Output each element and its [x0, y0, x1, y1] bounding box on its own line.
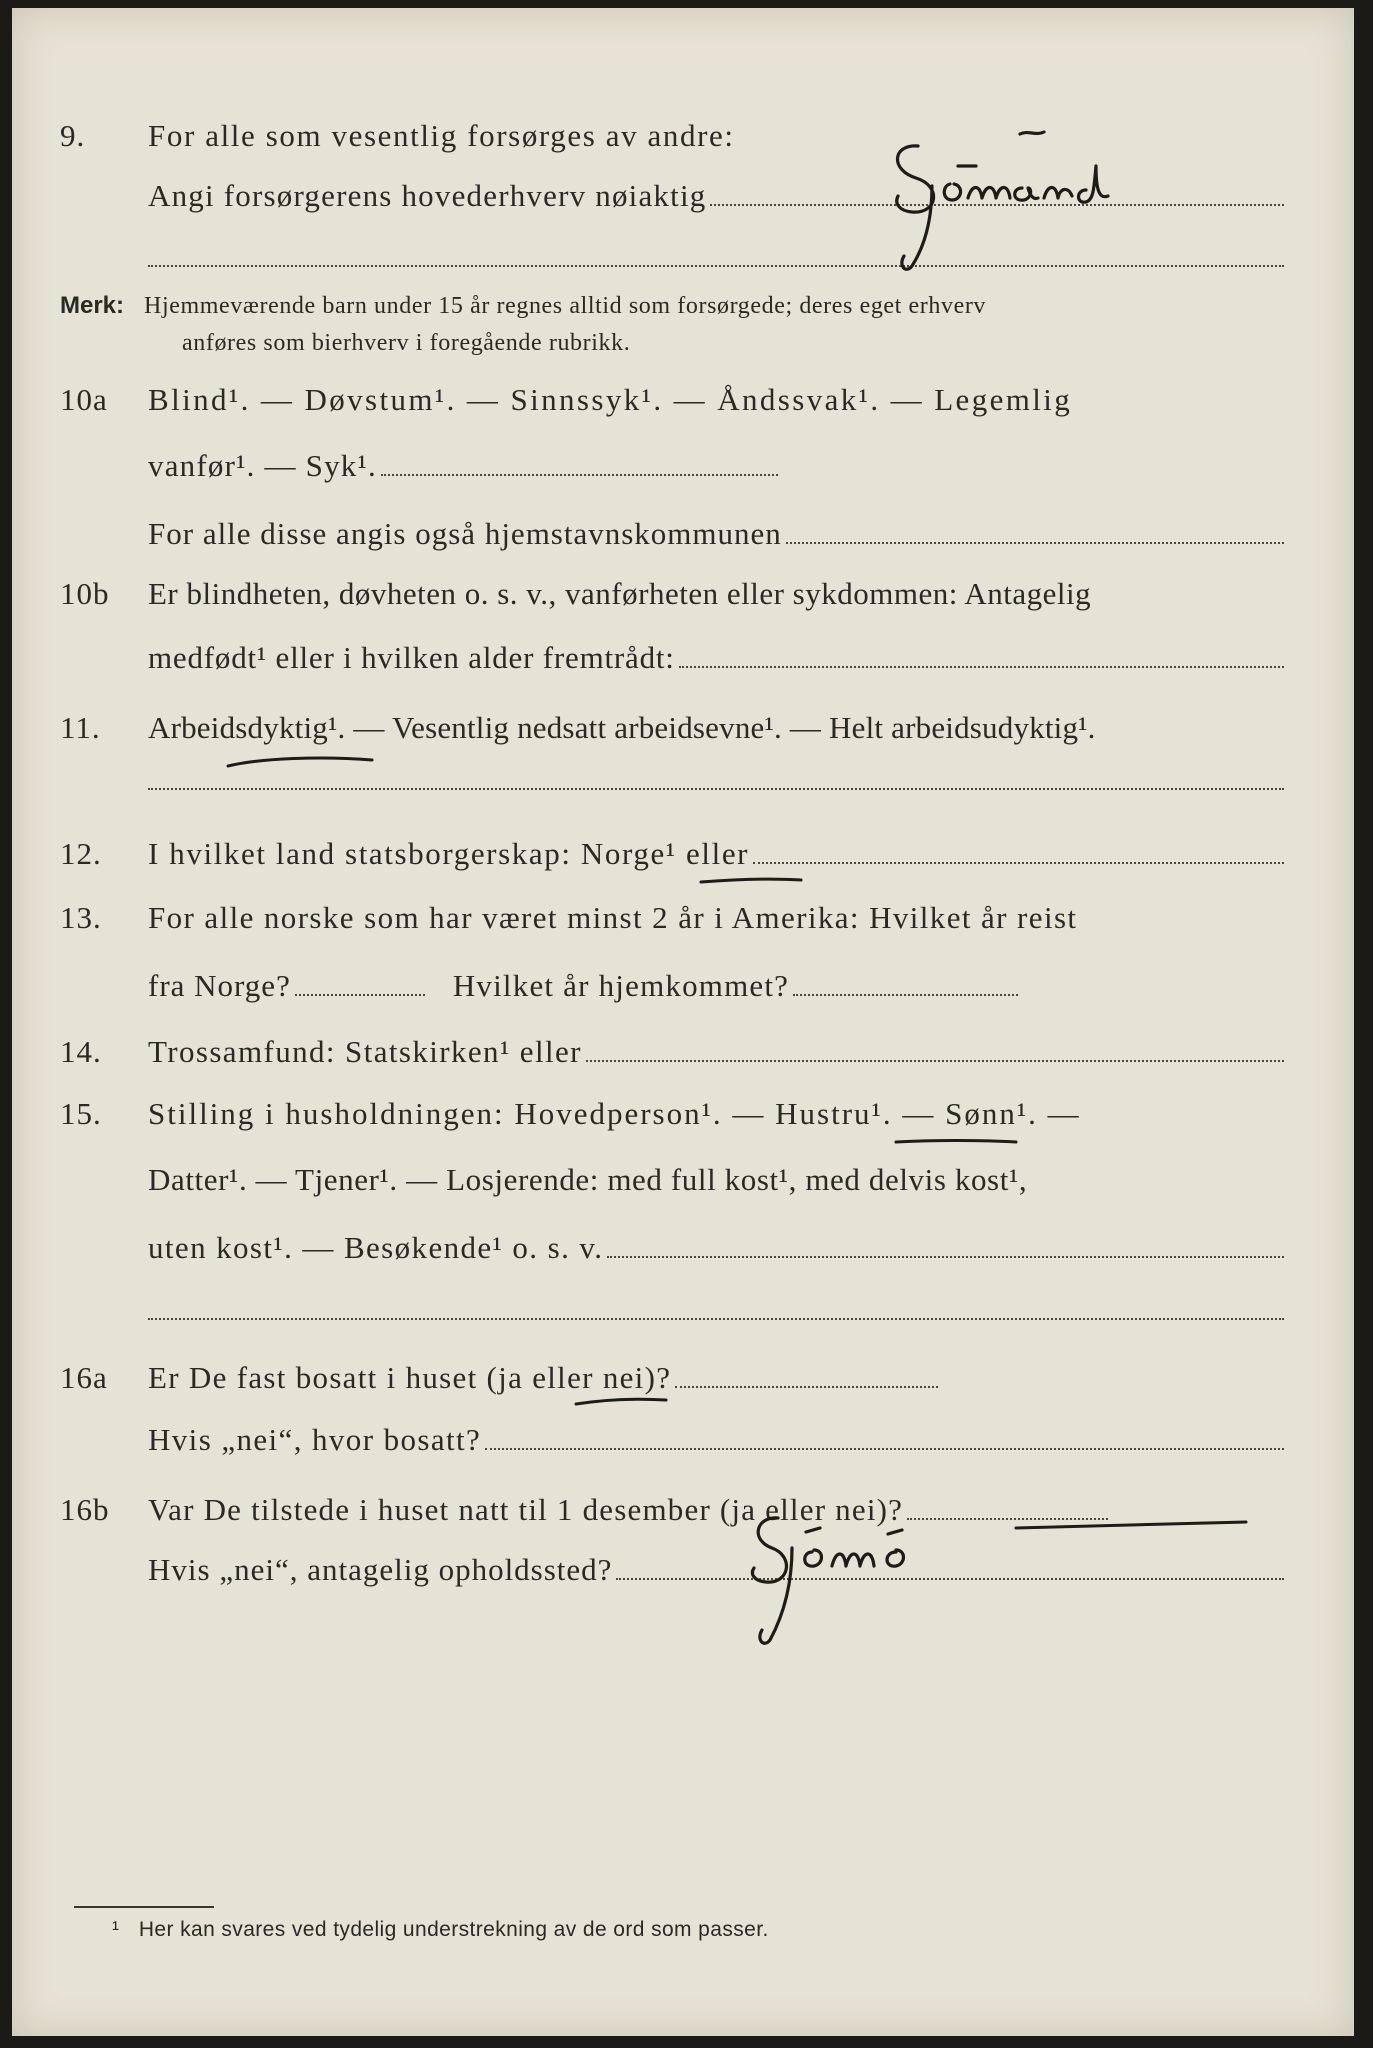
question-10b-row-2: [12, 640, 1354, 686]
question-text-line: [148, 1230, 1284, 1266]
census-form-page: [12, 8, 1354, 2036]
underline-mark-norge: [697, 870, 807, 890]
footnote-marker: ¹: [112, 1918, 119, 1941]
question-number: 10a: [60, 382, 108, 417]
answer-dotted-line: [586, 1059, 1284, 1062]
question-number: 16b: [60, 1492, 110, 1527]
question-15-row-3: [12, 1230, 1354, 1276]
question-text-line: [148, 640, 1284, 676]
question-text-line: [148, 1360, 938, 1396]
question-14-row-1: [12, 1034, 1354, 1080]
handwritten-answer-sjomand: [872, 126, 1202, 276]
answer-dotted-line: [679, 665, 1284, 668]
note-row-1: [60, 292, 986, 320]
question-text: medfødt¹ eller i hvilken alder fremtrådt:: [148, 640, 675, 675]
question-16a-row-1: [12, 1360, 1354, 1406]
underline-mark-ja: [572, 1392, 672, 1412]
question-10a-row-3: [12, 516, 1354, 562]
underline-mark-hustru: [892, 1132, 1022, 1152]
question-text: Hvis „nei“, hvor bosatt?: [148, 1422, 482, 1457]
question-text-line: [148, 836, 1284, 872]
question-16b-row-2: [12, 1552, 1354, 1598]
question-number: 15.: [60, 1096, 102, 1131]
answer-dotted-line: [485, 1447, 1284, 1450]
answer-dotted-line: [786, 541, 1284, 544]
question-number: 14.: [60, 1034, 102, 1069]
question-number: 16a: [60, 1360, 108, 1395]
question-text: For alle norske som har været minst 2 år i Amerika: Hvilket år reist: [148, 900, 1078, 935]
question-text: vanfør¹. — Syk¹.: [148, 448, 377, 483]
question-text: Er De fast bosatt i huset (ja eller nei)?: [148, 1360, 672, 1395]
question-13-row-1: [12, 900, 1354, 946]
question-text: Angi forsørgerens hovederhverv nøiaktig: [148, 178, 707, 213]
question-text-line: [148, 516, 1284, 552]
question-text: Blind¹. — Døvstum¹. — Sinnssyk¹. — Åndssvak¹. — Legemlig: [148, 382, 1073, 417]
handwritten-answer-sjomo: [728, 1504, 1008, 1654]
footnote: [112, 1918, 769, 1942]
question-text: For alle disse angis også hjemstavnskommunen: [148, 516, 782, 551]
question-10a-row-1: [12, 382, 1354, 428]
question-number: 12.: [60, 836, 102, 871]
answer-dotted-line: [381, 473, 778, 476]
question-text: fra Norge?: [148, 968, 291, 1003]
answer-dotted-line: [793, 993, 1018, 996]
question-number: 11.: [60, 710, 101, 745]
question-text-line: [148, 1034, 1284, 1070]
footnote-text: Her kan svares ved tydelig understrekning av de ord som passer.: [138, 1918, 769, 1941]
answer-dotted-line: [148, 1318, 1284, 1320]
question-number: 10b: [60, 576, 110, 611]
question-text: Datter¹. — Tjener¹. — Losjerende: med full kost¹, med delvis kost¹,: [148, 1162, 1028, 1197]
question-text-line: [148, 1552, 1284, 1588]
question-text: uten kost¹. — Besøkende¹ o. s. v.: [148, 1230, 604, 1265]
question-13-row-2: [12, 968, 1354, 1014]
question-10a-row-2: [12, 448, 1354, 494]
answer-dotted-line: [753, 861, 1284, 864]
question-number: 9.: [60, 118, 86, 153]
question-text: Er blindheten, døvheten o. s. v., vanførheten eller sykdommen: Antagelig: [148, 576, 1092, 611]
question-11-row-1: [12, 710, 1354, 756]
question-dotted-segment: [295, 993, 425, 996]
question-text: For alle som vesentlig forsørges av andre:: [148, 118, 735, 153]
question-15-row-2: [12, 1162, 1354, 1208]
question-number: 13.: [60, 900, 102, 935]
question-text: Var De tilstede i huset natt til 1 desember (ja eller nei)?: [148, 1492, 904, 1527]
answer-dotted-line: [675, 1385, 938, 1388]
question-text-line: [148, 448, 778, 484]
question-text: Hvis „nei“, antagelig opholdssted?: [148, 1552, 613, 1587]
note-row-2: [182, 330, 630, 357]
underline-mark-nei: [1012, 1514, 1252, 1538]
question-10b-row-1: [12, 576, 1354, 622]
underline-mark-arbeidsdyktig: [222, 746, 382, 776]
note-label: Merk:: [60, 292, 125, 319]
question-text: Hvilket år hjemkommet?: [452, 968, 790, 1003]
question-text-line: [148, 1422, 1284, 1458]
answer-dotted-line: [607, 1255, 1284, 1258]
answer-dotted-line: [148, 788, 1284, 790]
question-text: Stilling i husholdningen: Hovedperson¹. — Hustru¹. — Sønn¹. —: [148, 1096, 1081, 1131]
question-text: I hvilket land statsborgerskap: Norge¹ eller: [148, 836, 750, 871]
question-16a-row-2: [12, 1422, 1354, 1468]
note-text: anføres som bierhverv i foregående rubrikk.: [182, 330, 631, 356]
note-text: Hjemmeværende barn under 15 år regnes alltid som forsørgede; deres eget erhverv: [144, 293, 987, 319]
question-text: Trossamfund: Statskirken¹ eller: [148, 1034, 582, 1069]
question-15-row-1: [12, 1096, 1354, 1142]
question-12-row-1: [12, 836, 1354, 882]
question-text-line: [148, 968, 1018, 1004]
footnote-rule: [74, 1906, 214, 1908]
question-text: Arbeidsdyktig¹. — Vesentlig nedsatt arbeidsevne¹. — Helt arbeidsudyktig¹.: [148, 710, 1096, 745]
